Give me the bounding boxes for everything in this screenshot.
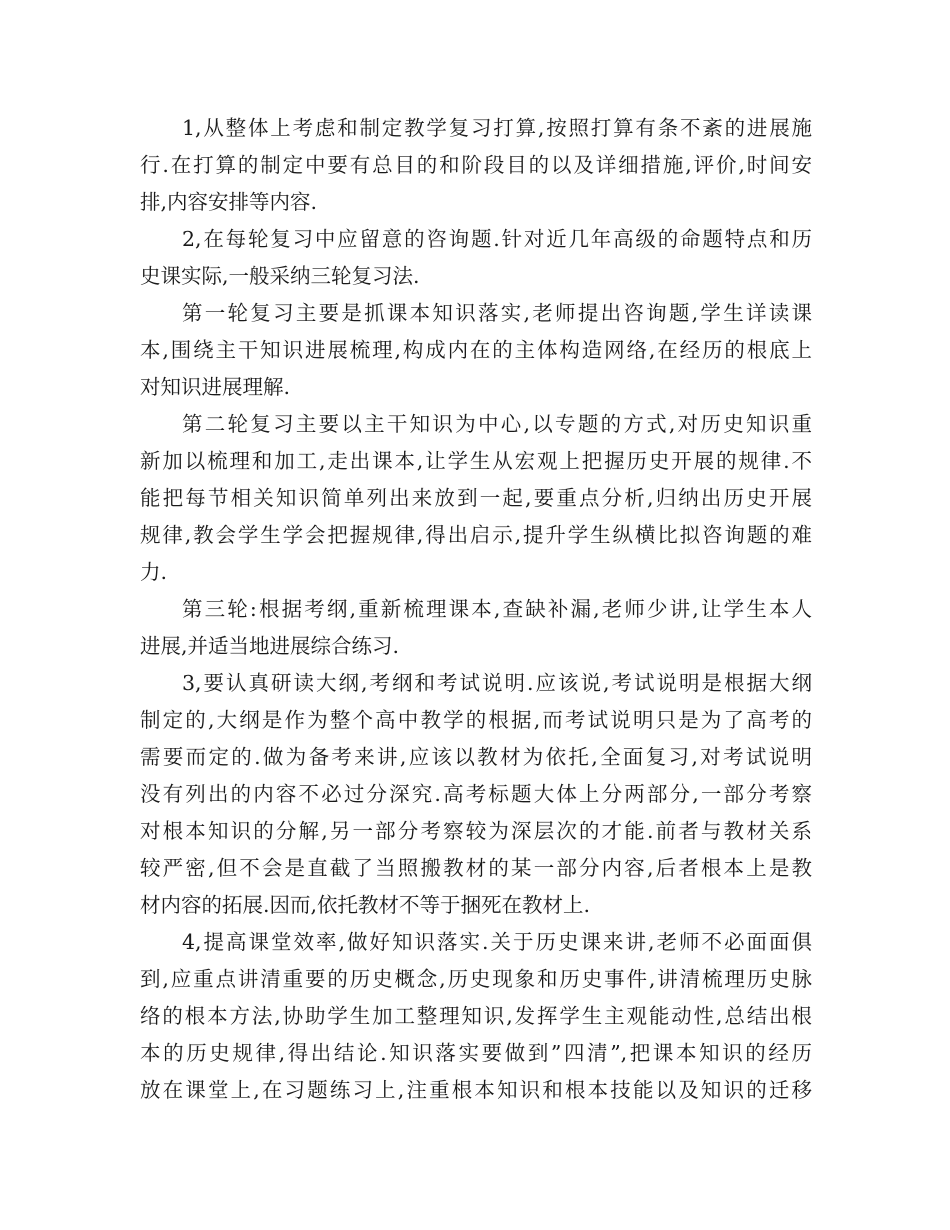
paragraph-4-line-4: 规律,教会学生学会把握规律,得出启示,提升学生纵横比拟咨询题的难 — [140, 523, 812, 547]
paragraph-7-line-4: 本的历史规律,得出结论.知识落实要做到”四清”,把课本知识的经历 — [140, 1041, 812, 1065]
document-body — [140, 110, 812, 1109]
paragraph-6-line-6: 较严密,但不会是直截了当照搬教材的某一部分内容,后者根本上是教 — [140, 856, 812, 880]
paragraph-1-line-3: 排,内容安排等内容. — [140, 190, 318, 214]
paragraph-6-line-2: 制定的,大纲是作为整个高中教学的根据,而考试说明只是为了高考的 — [140, 708, 812, 732]
paragraph-6-line-5: 对根本知识的分解,另一部分考察较为深层次的才能.前者与教材关系 — [140, 819, 812, 843]
paragraph-3-line-3: 对知识进展理解. — [140, 375, 291, 399]
paragraph-3-line-1: 第一轮复习主要是抓课本知识落实,老师提出咨询题,学生详读课 — [182, 301, 812, 325]
paragraph-3-line-2: 本,围绕主干知识进展梳理,构成内在的主体构造网络,在经历的根底上 — [140, 338, 812, 362]
paragraph-7-line-2: 到,应重点讲清重要的历史概念,历史现象和历史事件,讲清梳理历史脉 — [140, 967, 812, 991]
paragraph-4-line-1: 第二轮复习主要以主干知识为中心,以专题的方式,对历史知识重 — [182, 412, 812, 436]
paragraph-1-line-1: 1,从整体上考虑和制定教学复习打算,按照打算有条不紊的进展施 — [182, 116, 812, 140]
paragraph-5-line-2: 进展,并适当地进展综合练习. — [140, 634, 400, 658]
paragraph-6-line-7: 材内容的拓展.因而,依托教材不等于捆死在教材上. — [140, 893, 591, 917]
paragraph-5-line-1: 第三轮:根据考纲,重新梳理课本,查缺补漏,老师少讲,让学生本人 — [182, 597, 812, 621]
paragraph-1-line-2: 行.在打算的制定中要有总目的和阶段目的以及详细措施,评价,时间安 — [140, 153, 812, 177]
paragraph-6-line-1: 3,要认真研读大纲,考纲和考试说明.应该说,考试说明是根据大纲 — [182, 671, 812, 695]
paragraph-6-line-4: 没有列出的内容不必过分深究.高考标题大体上分两部分,一部分考察 — [140, 782, 812, 806]
paragraph-7-line-3: 络的根本方法,协助学生加工整理知识,发挥学生主观能动性,总结出根 — [140, 1004, 812, 1028]
paragraph-2-line-2: 史课实际,一般采纳三轮复习法. — [140, 264, 420, 288]
paragraph-4-line-2: 新加以梳理和加工,走出课本,让学生从宏观上把握历史开展的规律.不 — [140, 449, 812, 473]
paragraph-4-line-5: 力. — [140, 560, 168, 584]
paragraph-6-line-3: 需要而定的.做为备考来讲,应该以教材为依托,全面复习,对考试说明 — [140, 745, 812, 769]
paragraph-7-line-5: 放在课堂上,在习题练习上,注重根本知识和根本技能以及知识的迁移 — [140, 1078, 812, 1102]
paragraph-2-line-1: 2,在每轮复习中应留意的咨询题.针对近几年高级的命题特点和历 — [182, 227, 812, 251]
paragraph-7-line-1: 4,提高课堂效率,做好知识落实.关于历史课来讲,老师不必面面俱 — [182, 930, 812, 954]
paragraph-4-line-3: 能把每节相关知识简单列出来放到一起,要重点分析,归纳出历史开展 — [140, 486, 812, 510]
